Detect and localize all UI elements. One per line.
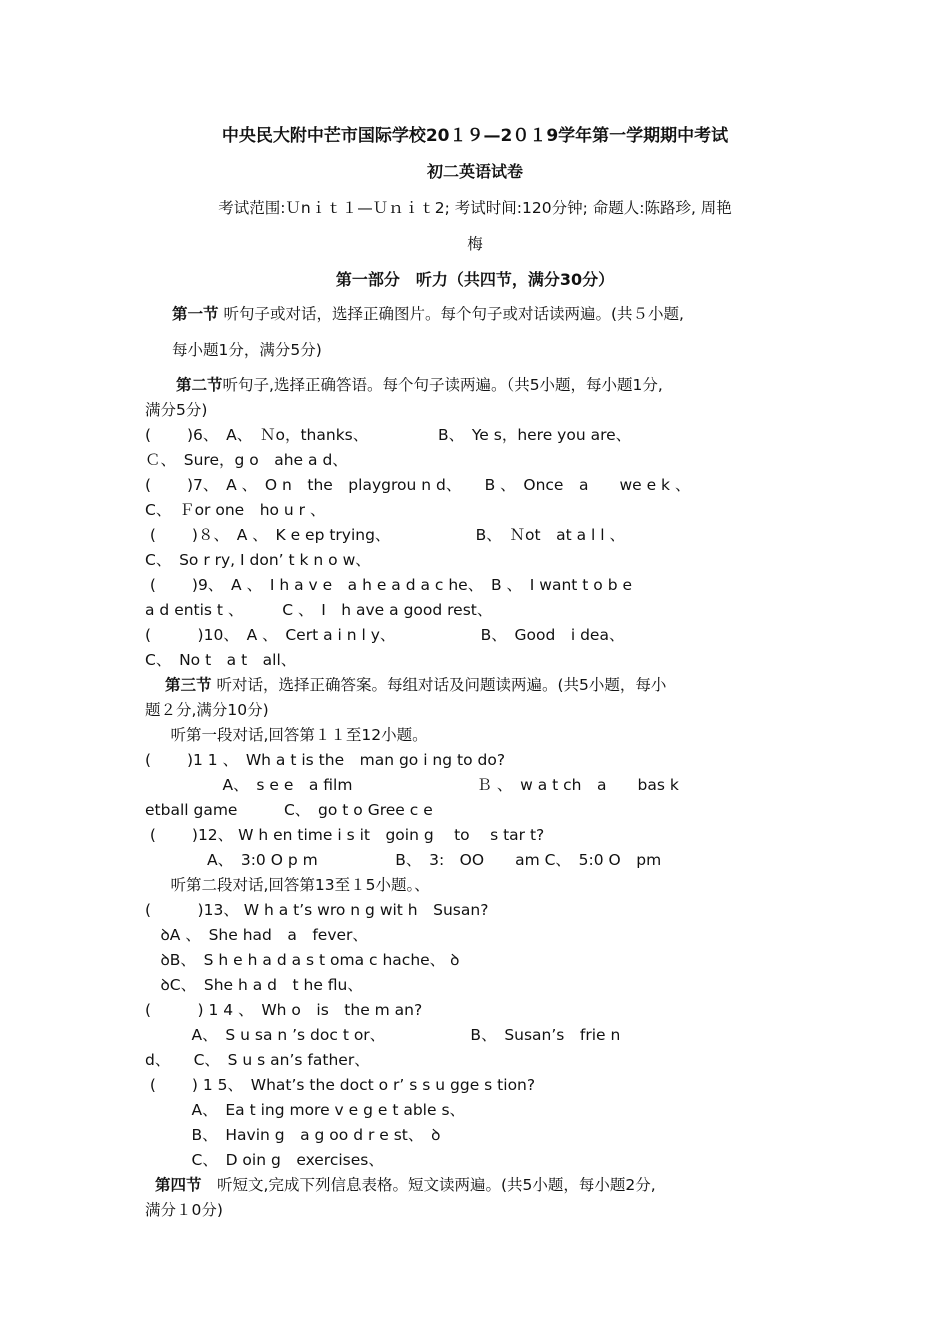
question-line: A、 3:0 O p m B、 3: OO am C、 5:0 O pm — [145, 851, 662, 869]
section3-instructions-cont: 题２分,满分10分) — [145, 701, 269, 719]
part1-heading: 第一部分 听力（共四节，满分30分） — [335, 270, 615, 289]
question-line: ( )6、 A、 Ｎo，thanks、 B、 Ye s，here you are、 — [145, 426, 632, 444]
section1-instructions-cont: 每小题1分，满分5分) — [172, 341, 322, 359]
section3-line — [165, 673, 935, 697]
section4-label: 第四节 — [155, 1176, 202, 1194]
section2-instructions-cont: 满分5分) — [145, 401, 208, 419]
section2-label: 第二节 — [176, 376, 223, 394]
question-line: ( )８、 A 、 K e ep trying、 B、 Ｎot at a l l 、 — [145, 526, 626, 544]
exam-info-line-cont: 梅 — [467, 235, 483, 253]
section1-line — [172, 302, 932, 326]
exam-subtitle: 初二英语试卷 — [426, 162, 523, 181]
question-line: C、 No t a t all、 — [145, 651, 297, 669]
section2-instructions: 听句子,选择正确答语。每个句子读两遍。（共5小题，每小题1分, — [222, 376, 663, 394]
question-line: a d entis t 、 C 、 I h ave a good rest、 — [145, 601, 493, 619]
dialog2-intro: 听第二段对话,回答第13至１5小题。、 — [155, 876, 430, 894]
question-line: ( )9、 A 、 I h a v e a h e a d a c he、 B 、 I want t o b e — [145, 576, 632, 594]
section1-label: 第一节 — [172, 305, 219, 323]
question-line: ( )7、 A 、 O n the playgrou n d、 B 、 Once a we e k 、 — [145, 476, 691, 494]
question-line: ꝺB、 S h e h a d a s t oma c hache、 ꝺ — [145, 951, 460, 969]
question-line: B、 Havin g a g oo d r e st、 ꝺ — [145, 1126, 441, 1144]
question-line: ( ) 1 5、 What’s the doct o r’ s s u gge s tion? — [145, 1076, 536, 1094]
question-line: ( )10、 A 、 Cert a i n l y、 B、 Good i dea、 — [145, 626, 625, 644]
question-line: C、 So r ry, I don’ t k n o w、 — [145, 551, 371, 569]
question-line: d、 C、 S u s an’s father、 — [145, 1051, 370, 1069]
section4-instructions-cont: 满分１0分) — [145, 1201, 223, 1219]
dialog1-intro: 听第一段对话,回答第１１至12小题。 — [155, 726, 428, 744]
question-line: ꝺA 、 She had a fever、 — [145, 926, 368, 944]
exam-title: 中央民大附中芒市国际学校20１９—2０１9学年第一学期期中考试 — [221, 126, 729, 146]
question-line: A、 s e e a film Ｂ 、 w a t ch a bas k — [145, 776, 679, 794]
exam-info-line: 考试范围:Ｕnｉｔ１—Ｕｎｉｔ2; 考试时间:120分钟; 命题人:陈路珍, 周艳 — [218, 199, 732, 217]
question-line: ( )12、 W h en time i s it goin g to s tar t? — [145, 826, 545, 844]
question-line: ( ) 1 4 、 Wh o is the m an? — [145, 1001, 423, 1019]
section4-line — [155, 1173, 935, 1197]
section1-instructions: 听句子或对话，选择正确图片。每个句子或对话读两遍。(共５小题, — [218, 305, 684, 323]
question-line: C、 Ｆor one ho u r 、 — [145, 501, 326, 519]
question-line: C、 D oin g exercises、 — [145, 1151, 384, 1169]
question-line: ( )13、 W h a t’s wro n g wit h Susan? — [145, 901, 489, 919]
section2-line — [176, 373, 936, 397]
question-line: A、 S u sa n ’s doc t or、 B、 Susan’s frie n — [145, 1026, 621, 1044]
question-line: ( )1 1 、 Wh a t is the man go i ng to do? — [145, 751, 506, 769]
question-line: Ｃ、 Sure，g o ahe a d、 — [145, 451, 348, 469]
section4-instructions: 听短文,完成下列信息表格。短文读两遍。(共5小题，每小题2分, — [201, 1176, 656, 1194]
question-line: etball game C、 go t o Gree c e — [145, 801, 433, 819]
section3-label: 第三节 — [165, 676, 212, 694]
question-line: ꝺC、 She h a d t he flu、 — [145, 976, 363, 994]
question-line: A、 Ea t ing more v e g e t able s、 — [145, 1101, 466, 1119]
section3-instructions: 听对话，选择正确答案。每组对话及问题读两遍。(共5小题，每小 — [211, 676, 667, 694]
